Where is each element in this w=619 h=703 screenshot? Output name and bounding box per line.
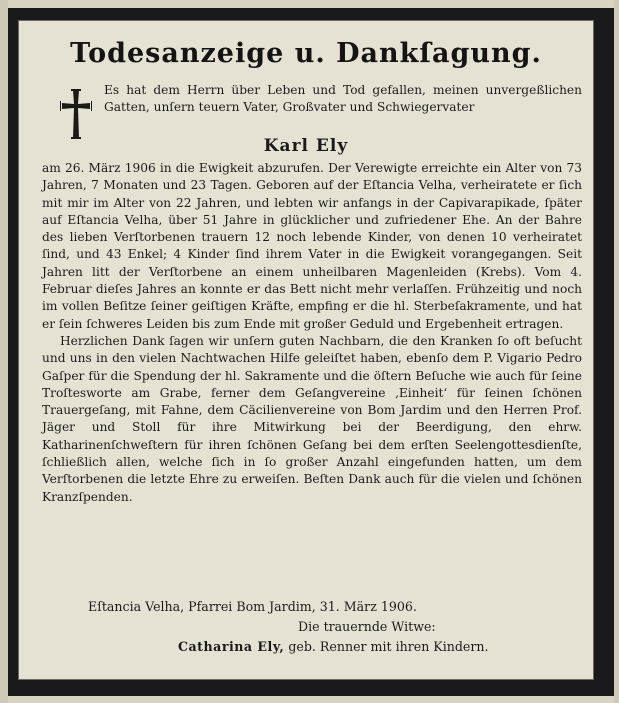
notice-title: Todesanzeige u. Dankſagung.: [70, 38, 542, 69]
page-right-margin: [614, 0, 619, 703]
signature-rest: geb. Renner mit ihren Kindern.: [284, 639, 489, 654]
place-date-line: Eſtancia Velha, Pfarrei Bom Jardim, 31. März 1906.: [88, 599, 417, 614]
deceased-name: Karl Ely: [263, 136, 349, 156]
widow-label: Die trauernde Witwe:: [298, 619, 436, 634]
body-paragraph-death: am 26. März 1906 in die Ewigkeit abzurufen. Der Verewigte erreichte ein Alter von 73 Jahren, 7 Monaten und 23 Tagen. Geboren auf der Eſtancia Velha, verheiratete er ſich mit mir im Alter von 22 Jahren, und lebten wir anfangs in der Capivarapikade, ſpäter auf Eſtancia Velha, über 51 Jahre in glücklicher und zufriedener Ehe. An der Bahre des lieben Verſtorbenen trauern 12 noch lebende Kinder, von denen 10 verheiratet ſind, und 43 Enkel; 4 Kinder ſind ihrem Vater in die Ewigkeit vorangegangen. Seit Jahren litt der Verſtorbene an einem unheilbaren Magenleiden (Krebs). Vom 4. Februar dieſes Jahres an konnte er das Bett nicht mehr verlaſſen. Frühzeitig und noch im vollen Beſitze ſeiner geiſtigen Kräfte, empfing er die hl. Sterbeſakramente, und hat er ſein ſchweres Leiden bis zum Ende mit großer Geduld und Ergebenheit ertragen.: [42, 161, 582, 331]
cross-icon: [60, 88, 92, 140]
body-paragraph-thanks: Herzlichen Dank ſagen wir unſern guten Nachbarn, die den Kranken ſo oft beſucht und uns in den vielen Nachtwachen Hilfe geleiſtet haben, ebenſo dem P. Vigario Pedro Gaſper für die Spendung der hl. Sakramente und die öſtern Beſuche wie auch für ſeine Troſtesworte am Grabe, ferner dem Geſangvereine ‚Einheit‘ für ſeinen ſchönen Trauergeſang, mit Fahne, dem Cäcilienvereine von Bom Jardim und den Herren Prof. Jäger und Stoll für ihre Mitwirkung bei der Beerdigung, den ehrw. Katharinenſchweſtern für ihren ſchönen Geſang bei dem erſten Seelengottesdienſte, ſchließlich allen, welche ſich in ſo großer Anzahl eingefunden hatten, um dem Verſtorbenen die letzte Ehre zu erweiſen. Beſten Dank auch für die vielen und ſchönen Kranzſpenden.: [42, 333, 582, 504]
notice-panel: [18, 20, 594, 680]
page-left-margin: [0, 0, 8, 703]
signature-name: Catharina Ely,: [178, 639, 285, 654]
notice-body: [42, 160, 582, 506]
intro-text: Es hat dem Herrn über Leben und Tod gefallen, meinen unvergeßlichen Gatten, unſern teuern Vater, Großvater und Schwiegervater: [104, 83, 582, 114]
signature-line: [178, 639, 578, 654]
